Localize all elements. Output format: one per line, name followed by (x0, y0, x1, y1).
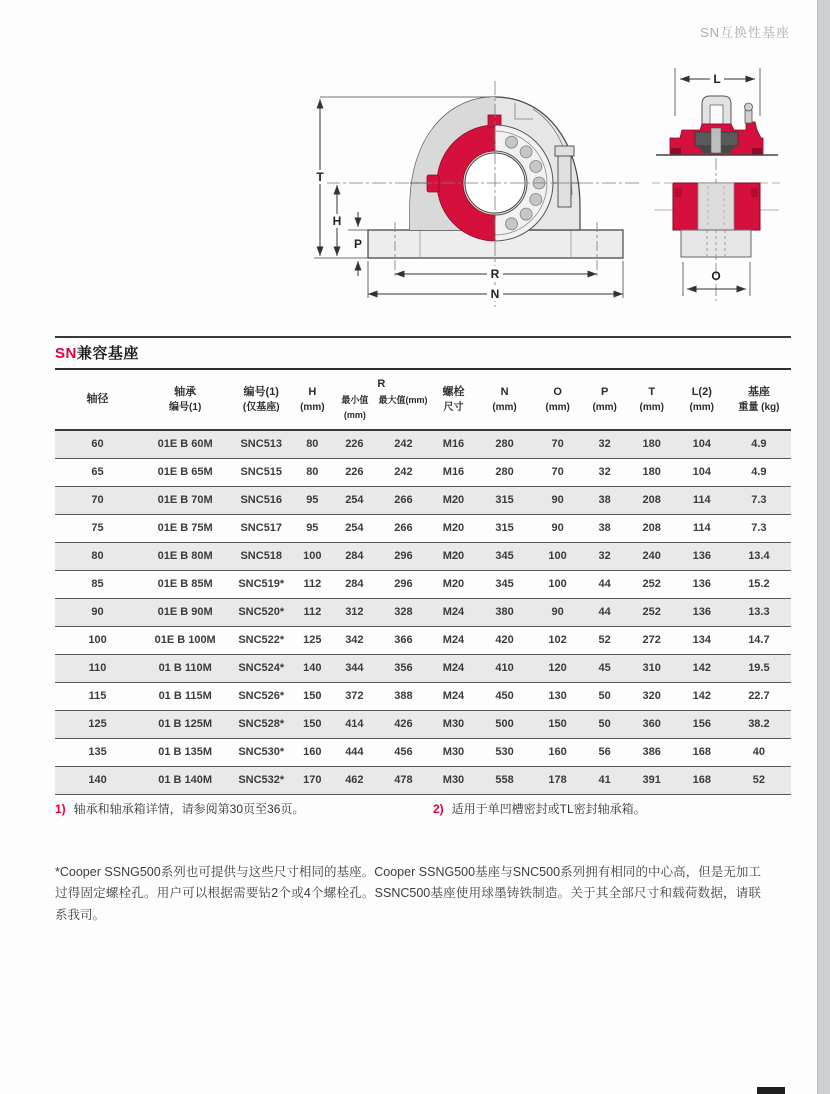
table-cell: 356 (376, 654, 430, 682)
table-cell: 115 (55, 682, 140, 710)
table-cell: 252 (627, 598, 677, 626)
col-h: H (mm) (292, 370, 332, 430)
table-cell: 160 (292, 738, 332, 766)
table-cell: M20 (430, 514, 476, 542)
table-cell: 95 (292, 514, 332, 542)
footnote-2 (433, 800, 646, 817)
table-cell: 01E B 60M (140, 430, 230, 458)
table-row (55, 766, 791, 794)
table-cell: 14.7 (727, 626, 791, 654)
table-cell: 254 (332, 514, 376, 542)
table-cell: 156 (677, 710, 727, 738)
table-cell: 80 (55, 542, 140, 570)
table-cell: 104 (677, 430, 727, 458)
table-cell: 120 (533, 654, 583, 682)
table-cell: 444 (332, 738, 376, 766)
housing-bolt (558, 155, 571, 207)
table-cell: 500 (477, 710, 533, 738)
footnote-1 (55, 800, 304, 817)
table-cell: 41 (583, 766, 627, 794)
table-cell: 01 B 135M (140, 738, 230, 766)
table-cell: 13.3 (727, 598, 791, 626)
table-cell: 208 (627, 486, 677, 514)
table-cell: 150 (292, 682, 332, 710)
col-bolt-size: 螺栓 尺寸 (430, 370, 476, 430)
housings-spec-table (55, 370, 791, 795)
table-cell: 380 (477, 598, 533, 626)
footnote-2-number: 2) (433, 802, 444, 816)
table-cell: 284 (332, 570, 376, 598)
table-row (55, 654, 791, 682)
table-cell: SNC528* (230, 710, 292, 738)
table-cell: 80 (292, 430, 332, 458)
table-cell: 345 (477, 570, 533, 598)
table-cell: 40 (727, 738, 791, 766)
table-cell: 52 (727, 766, 791, 794)
dim-label-r: R (490, 267, 500, 281)
table-cell: 45 (583, 654, 627, 682)
dim-label-p: P (353, 237, 363, 251)
table-row (55, 570, 791, 598)
table-cell: 01E B 70M (140, 486, 230, 514)
table-cell: 112 (292, 598, 332, 626)
table-title (55, 338, 791, 370)
table-cell: 226 (332, 430, 376, 458)
table-cell: 414 (332, 710, 376, 738)
table-cell: 60 (55, 430, 140, 458)
col-p: P (mm) (583, 370, 627, 430)
table-cell: 426 (376, 710, 430, 738)
table-cell: 296 (376, 542, 430, 570)
footnote-1-text: 轴承和轴承箱详情，请参阅第30页至36页。 (73, 802, 305, 816)
compatible-housings-section (55, 336, 791, 795)
table-cell: SNC526* (230, 682, 292, 710)
table-cell: 315 (477, 486, 533, 514)
table-cell: 01E B 80M (140, 542, 230, 570)
table-cell: SNC522* (230, 626, 292, 654)
table-cell: 85 (55, 570, 140, 598)
table-row (55, 514, 791, 542)
table-cell: 104 (677, 458, 727, 486)
table-cell: 70 (55, 486, 140, 514)
dim-label-n: N (490, 287, 500, 301)
table-row (55, 458, 791, 486)
table-cell: 410 (477, 654, 533, 682)
col-r: R 最小值(mm) 最大值(mm) (332, 370, 430, 430)
table-cell: 254 (332, 486, 376, 514)
table-cell: 266 (376, 514, 430, 542)
table-cell: 252 (627, 570, 677, 598)
table-cell: 110 (55, 654, 140, 682)
table-row (55, 542, 791, 570)
table-cell: 100 (533, 542, 583, 570)
col-l2: L(2) (mm) (677, 370, 727, 430)
table-cell: M20 (430, 486, 476, 514)
table-cell: 168 (677, 766, 727, 794)
table-cell: 266 (376, 486, 430, 514)
table-row (55, 430, 791, 458)
table-cell: 140 (55, 766, 140, 794)
table-cell: 450 (477, 682, 533, 710)
table-cell: 391 (627, 766, 677, 794)
table-cell: SNC518 (230, 542, 292, 570)
table-cell: 310 (627, 654, 677, 682)
table-cell: SNC516 (230, 486, 292, 514)
dim-label-l: L (713, 72, 721, 86)
table-cell: 366 (376, 626, 430, 654)
table-cell: 142 (677, 654, 727, 682)
table-cell: 01E B 85M (140, 570, 230, 598)
col-t: T (mm) (627, 370, 677, 430)
table-cell: 90 (533, 514, 583, 542)
table-cell: SNC520* (230, 598, 292, 626)
table-cell: SNC513 (230, 430, 292, 458)
table-row (55, 486, 791, 514)
table-cell: M24 (430, 682, 476, 710)
table-cell: 112 (292, 570, 332, 598)
table-cell: M20 (430, 570, 476, 598)
table-cell: 462 (332, 766, 376, 794)
table-title-accent: SN (55, 345, 77, 362)
table-header (55, 370, 791, 430)
table-cell: 4.9 (727, 458, 791, 486)
table-cell: 01E B 75M (140, 514, 230, 542)
col-o: O (mm) (533, 370, 583, 430)
table-cell: 420 (477, 626, 533, 654)
table-cell: 360 (627, 710, 677, 738)
housing-front-view-drawing (290, 75, 650, 320)
table-cell: 70 (533, 430, 583, 458)
table-cell: 320 (627, 682, 677, 710)
table-cell: 136 (677, 570, 727, 598)
table-cell: 7.3 (727, 514, 791, 542)
table-cell: 170 (292, 766, 332, 794)
table-cell: 90 (533, 598, 583, 626)
col-weight: 基座 重量 (kg) (727, 370, 791, 430)
table-cell: SNC515 (230, 458, 292, 486)
table-cell: M24 (430, 654, 476, 682)
table-cell: 315 (477, 514, 533, 542)
table-cell: 312 (332, 598, 376, 626)
table-cell: 15.2 (727, 570, 791, 598)
table-cell: 102 (533, 626, 583, 654)
table-cell: 160 (533, 738, 583, 766)
table-body (55, 430, 791, 794)
table-cell: 280 (477, 458, 533, 486)
table-row (55, 738, 791, 766)
table-cell: 19.5 (727, 654, 791, 682)
table-cell: 226 (332, 458, 376, 486)
table-cell: 65 (55, 458, 140, 486)
table-cell: 38.2 (727, 710, 791, 738)
table-cell: 478 (376, 766, 430, 794)
dim-label-h: H (332, 214, 342, 228)
table-cell: 150 (533, 710, 583, 738)
table-cell: 180 (627, 458, 677, 486)
table-cell: 01 B 140M (140, 766, 230, 794)
table-cell: 50 (583, 710, 627, 738)
table-cell: 150 (292, 710, 332, 738)
table-cell: 240 (627, 542, 677, 570)
table-cell: 530 (477, 738, 533, 766)
table-cell: 50 (583, 682, 627, 710)
table-cell: 01 B 115M (140, 682, 230, 710)
page-corner-mark (757, 1087, 785, 1094)
table-cell: 114 (677, 514, 727, 542)
table-cell: 52 (583, 626, 627, 654)
table-cell: 125 (292, 626, 332, 654)
table-cell: 13.4 (727, 542, 791, 570)
table-cell: 328 (376, 598, 430, 626)
table-cell: 345 (477, 542, 533, 570)
table-cell: 140 (292, 654, 332, 682)
table-cell: 4.9 (727, 430, 791, 458)
table-cell: M30 (430, 710, 476, 738)
table-cell: 38 (583, 514, 627, 542)
table-cell: 388 (376, 682, 430, 710)
table-cell: 44 (583, 570, 627, 598)
table-cell: 342 (332, 626, 376, 654)
table-cell: 136 (677, 542, 727, 570)
table-cell: SNC530* (230, 738, 292, 766)
table-cell: 125 (55, 710, 140, 738)
table-cell: 272 (627, 626, 677, 654)
table-cell: 284 (332, 542, 376, 570)
table-cell: M20 (430, 542, 476, 570)
table-cell: 56 (583, 738, 627, 766)
table-cell: 136 (677, 598, 727, 626)
footnote-2-text: 适用于单凹槽密封或TL密封轴承箱。 (451, 802, 646, 816)
col-r-max: 最大值(mm) (378, 394, 428, 405)
table-cell: SNC519* (230, 570, 292, 598)
table-cell: 180 (627, 430, 677, 458)
housing-side-view-drawing (648, 58, 798, 318)
table-cell: 386 (627, 738, 677, 766)
grease-fitting (745, 110, 752, 123)
table-cell: M30 (430, 766, 476, 794)
col-r-min: 最小值(mm) (341, 394, 369, 420)
table-cell: 01 B 125M (140, 710, 230, 738)
table-cell: 80 (292, 458, 332, 486)
table-row (55, 626, 791, 654)
table-cell: 114 (677, 486, 727, 514)
table-cell: 100 (533, 570, 583, 598)
table-cell: 70 (533, 458, 583, 486)
table-cell: 01 B 110M (140, 654, 230, 682)
table-cell: M24 (430, 598, 476, 626)
table-cell: 296 (376, 570, 430, 598)
table-cell: 142 (677, 682, 727, 710)
table-cell: 32 (583, 430, 627, 458)
table-cell: 242 (376, 430, 430, 458)
table-cell: 242 (376, 458, 430, 486)
table-cell: 95 (292, 486, 332, 514)
table-cell: SNC532* (230, 766, 292, 794)
table-cell: 75 (55, 514, 140, 542)
table-cell: 32 (583, 458, 627, 486)
table-cell: 7.3 (727, 486, 791, 514)
table-cell: 558 (477, 766, 533, 794)
dim-label-t: T (316, 170, 324, 184)
table-cell: 456 (376, 738, 430, 766)
table-cell: 208 (627, 514, 677, 542)
table-cell: M30 (430, 738, 476, 766)
table-row (55, 598, 791, 626)
table-cell: M16 (430, 458, 476, 486)
table-cell: 280 (477, 430, 533, 458)
table-cell: 22.7 (727, 682, 791, 710)
table-cell: 32 (583, 542, 627, 570)
table-cell: 372 (332, 682, 376, 710)
col-n: N (mm) (477, 370, 533, 430)
table-cell: SNC524* (230, 654, 292, 682)
table-cell: 01E B 100M (140, 626, 230, 654)
table-cell: 90 (533, 486, 583, 514)
table-cell: 130 (533, 682, 583, 710)
table-cell: 135 (55, 738, 140, 766)
table-cell: SNC517 (230, 514, 292, 542)
table-cell: 44 (583, 598, 627, 626)
page-edge-strip (817, 0, 830, 1094)
table-row (55, 710, 791, 738)
table-cell: 01E B 65M (140, 458, 230, 486)
table-row (55, 682, 791, 710)
col-shaft-diameter: 轴径 (55, 370, 140, 430)
table-cell: 100 (55, 626, 140, 654)
col-bearing-designation: 轴承 编号(1) (140, 370, 230, 430)
table-title-rest: 兼容基座 (76, 345, 139, 362)
table-cell: 38 (583, 486, 627, 514)
table-cell: 90 (55, 598, 140, 626)
table-cell: 100 (292, 542, 332, 570)
table-cell: 134 (677, 626, 727, 654)
table-cell: M16 (430, 430, 476, 458)
table-cell: 168 (677, 738, 727, 766)
table-cell: 01E B 90M (140, 598, 230, 626)
table-cell: 178 (533, 766, 583, 794)
table-cell: M24 (430, 626, 476, 654)
cooper-note-paragraph: *Cooper SSNG500系列也可提供与这些尺寸相同的基座。Cooper SSNG500基座与SNC500系列拥有相同的中心高，但是无加工过得固定螺栓孔。用户可以根据需要钻2个或4个螺栓孔。SSNC500基座使用球墨铸铁制造。关于其全部尺寸和载荷数据，请联系我司。 (55, 865, 761, 922)
dim-label-o: O (711, 269, 721, 283)
page-header-label: SN互换性基座 (699, 25, 790, 40)
footnote-1-number: 1) (55, 802, 66, 816)
table-cell: 344 (332, 654, 376, 682)
col-housing-designation: 编号(1) (仅基座) (230, 370, 292, 430)
